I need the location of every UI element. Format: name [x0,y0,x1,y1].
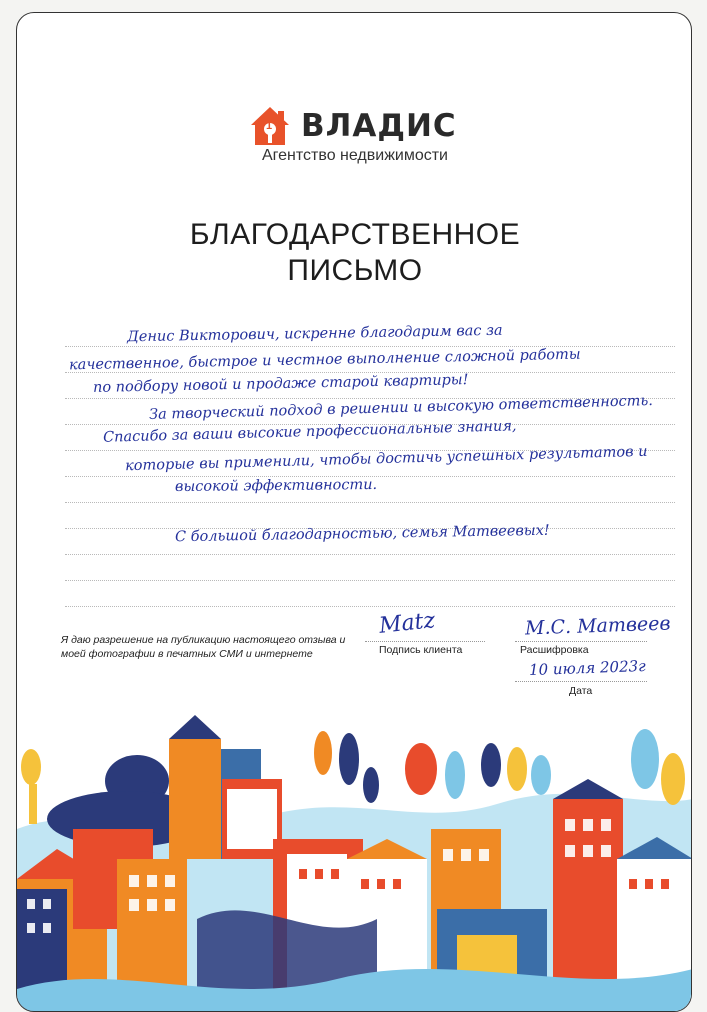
brand-name: ВЛАДИС [301,108,457,144]
signature-label: Подпись клиента [379,644,463,656]
date-line [515,681,647,682]
ruled-line [65,580,675,581]
signature-line [365,641,485,642]
handwritten-line: качественное, быстрое и честное выполнение сложной работы [68,346,581,374]
client-signature: Matz [377,608,437,639]
logo-digit: 1 [266,120,273,132]
ruled-line [65,554,675,555]
handwritten-line: высокой эффективности. [174,476,378,496]
ruled-line [65,372,675,373]
ruled-line [65,606,675,607]
handwritten-line: Спасибо за ваши высокие профессиональные знания, [102,418,517,446]
letter-sheet [16,12,692,1012]
city-illustration [17,709,692,1012]
ruled-line [65,346,675,347]
date-value: 10 июля 2023г [528,656,647,680]
publication-consent: Я даю разрешение на публикацию настоящего отзыва и моей фотографии в печатных СМИ и интернете [61,634,346,660]
handwritten-line: которые вы применили, чтобы достичь успешных результатов и [124,443,648,475]
brand-subtitle: Агентство недвижимости [262,147,448,164]
handwritten-line: За творческий подход в решении и высокую ответственность. [148,392,654,424]
decryption-line [515,641,647,642]
title-line-1: БЛАГОДАРСТВЕННОЕ [189,218,521,251]
letter-title [17,217,692,289]
title-line-2: ПИСЬМО [287,254,423,287]
handwritten-line: Денис Викторович, искренне благодарим вас за [126,322,503,346]
house-key-icon [249,105,291,147]
date-label: Дата [569,685,593,697]
ruled-line [65,502,675,503]
decryption-label: Расшифровка [520,644,589,656]
brand-logo [249,105,457,147]
decryption-value: М.С. Матвеев [524,612,671,640]
handwritten-line: по подбору новой и продаже старой квартиры! [92,372,469,396]
handwritten-line: С большой благодарностью, семья Матвеевых! [174,522,550,546]
